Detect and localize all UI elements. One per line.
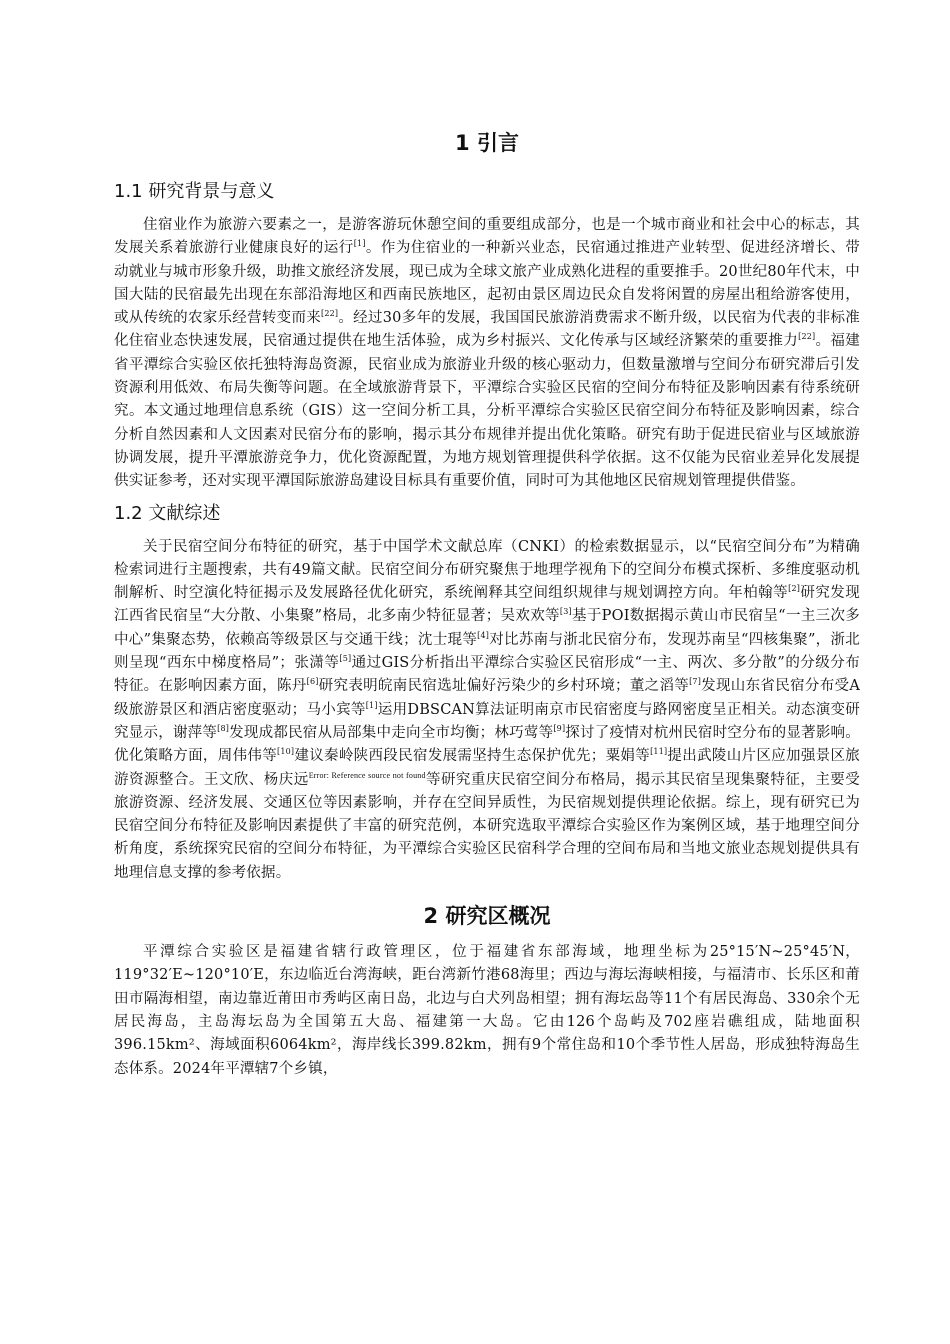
citation-ref[interactable]: [11] — [650, 747, 668, 757]
citation-ref[interactable]: [1] — [365, 700, 378, 710]
text-run: 住宿业作为旅游六要素之一，是游客游玩休憩空间的重要组成部分，也是一个城市商业和社会中心的标志，其发展关系着旅游行业健康良好的运行 — [114, 217, 860, 257]
citation-ref[interactable]: [4] — [477, 630, 490, 640]
citation-ref[interactable]: [5] — [339, 654, 352, 664]
citation-ref[interactable]: [9] — [553, 724, 566, 734]
text-run: 探讨了疫情对杭州民宿时空分布的显著影响。优化策略方面，周伟伟等 — [114, 724, 860, 765]
citation-ref[interactable]: [2] — [788, 584, 801, 594]
citation-ref[interactable]: [7] — [689, 677, 702, 687]
citation-ref[interactable]: [6] — [306, 677, 319, 687]
text-run: 等研究重庆民宿空间分布格局，揭示其民宿呈现集聚特征，主要受旅游资源、经济发展、交通区位等因素影响，并存在空间异质性，为民宿规划提供理论依据。综上，现有研究已为民宿空间分布特征及影响因素提供了丰富的研究范例，本研究选取平潭综合实验区作为案例区域，基于地理空间分析角度，系统探究民宿的空间分布特征，为平潭综合实验区民宿科学合理的空间布局和当地文旅业态规划提供具有地理信息支撑的参考依据。 — [114, 771, 860, 881]
paragraph-study-area — [114, 941, 860, 1081]
text-run: 。作为住宿业的一种新兴业态，民宿通过推进产业转型、促进经济增长、带动就业与城市形象升级，助推文旅经济发展，现已成为全球文旅产业成熟化进程的重要推手。20世纪80年代末，中国大陆的民宿最先出现在东部沿海地区和西南民族地区，起初由景区周边民众自发将闲置的房屋出租给游客使用，或从传统的农家乐经营转变而来 — [114, 240, 860, 327]
section-1-title: 1 引言 — [455, 131, 519, 155]
text-run: 提出武陵山片区应加强景区旅游资源整合。王文欣、杨庆远 — [114, 748, 860, 788]
text-run: 研究表明皖南民宿选址偏好污染少的乡村环境；董之滔等 — [318, 678, 690, 695]
text-run: 对比苏南与浙北民宿分布，发现苏南呈“四核集聚”，浙北则呈现“西东中梯度格局”；张潇等 — [114, 631, 860, 672]
citation-ref[interactable]: [22] — [321, 309, 339, 319]
text-run: 25°15′N~25°45′N，119°32′E~120°10′E，东边临近台湾海峡，距台湾新竹港68海里；西边与海坛海峡相接，与福清市、长乐区和莆田市隔海相望，南边靠近莆田市秀屿区南日岛，北边与白犬列岛相望；拥有海坛岛等11个有居民海岛、330余个无居民海岛，主岛海坛岛为全国第五大岛、福建第一大岛。它由126个岛屿及702座岩礁组成，陆地面积396.15km²、海域面积6064km²，海岸线长399.82km，拥有9个常住岛和10个季节性人居岛，形成独特海岛生态体系。2024年平潭辖7个乡镇， — [114, 944, 861, 1077]
citation-error: Error: Reference source not found — [308, 770, 426, 780]
citation-ref[interactable]: [1] — [353, 239, 366, 249]
text-run: 平潭综合实验区是福建省辖行政管理区，位于福建省东部海域，地理坐标为 — [143, 944, 710, 961]
text-run: 建议秦岭陕西段民宿发展需坚持生态保护优先；粟娟等 — [294, 748, 651, 765]
text-run: 。经过30多年的发展，我国国民旅游消费需求不断升级，以民宿为代表的非标准化住宿业态快速发展，民宿通过提供在地生活体验，成为乡村振兴、文化传承与区域经济繁荣的重要推力 — [114, 310, 860, 350]
paragraph-literature-review — [114, 536, 860, 885]
text-run: 运用DBSCAN算法证明南京市民宿密度与路网密度呈正相关。动态演变研究显示，谢萍等 — [114, 701, 861, 741]
text-run: 发现山东省民宿分布受A级旅游景区和酒店密度驱动；马小宾等 — [114, 678, 861, 718]
text-run: 基于POI数据揭示黄山市民宿呈“一主三次多中心”集聚态势，依赖高等级景区与交通干线；沈士琨等 — [114, 608, 861, 648]
section-2-title: 2 研究区概况 — [423, 904, 551, 929]
text-run: 。福建省平潭综合实验区依托独特海岛资源，民宿业成为旅游业升级的核心驱动力，但数量激增与空间分布研究滞后引发资源利用低效、布局失衡等问题。在全域旅游背景下，平潭综合实验区民宿的空间分布特征及影响因素有待系统研究。本文通过地理信息系统（GIS）这一空间分析工具，分析平潭综合实验区民宿空间分布特征及影响因素，综合分析自然因素和人文因素对民宿分布的影响，揭示其分布规律并提出优化策略。研究有助于促进民宿业与区域旅游协调发展，提升平潭旅游竞争力，优化资源配置，为地方规划管理提供科学依据。这不仅能为民宿业差异化发展提供实证参考，还对实现平潭国际旅游岛建设目标具有重要价值，同时可为其他地区民宿规划管理提供借鉴。 — [114, 333, 860, 490]
text-run: 发现成都民宿从局部集中走向全市均衡；林巧莺等 — [229, 724, 554, 741]
text-run: 关于民宿空间分布特征的研究，基于中国学术文献总库（CNKI）的检索数据显示，以“民宿空间分布”为精确检索词进行主题搜索，共有49篇文献。民宿空间分布研究聚焦于地理学视角下的空间分布模式探析、多维度驱动机制解析、时空演化特征揭示及发展路径优化研究，系统阐释其空间组织规律与规划调控方向。年柏翰等 — [114, 538, 860, 602]
paragraph-background — [114, 214, 860, 494]
text-run: 研究发现江西省民宿呈“大分散、小集聚”格局，北多南少特征显著；吴欢欢等 — [114, 585, 860, 625]
text-run: 通过GIS分析指出平潭综合实验区民宿形成“一主、两次、多分散”的分级分布特征。在影响因素方面，陈丹 — [114, 655, 860, 695]
subsection-1-2-title: 1.2 文献综述 — [114, 502, 221, 524]
citation-ref[interactable]: [8] — [217, 724, 230, 734]
citation-ref[interactable]: [10] — [277, 747, 295, 757]
citation-ref[interactable]: [22] — [798, 332, 816, 342]
citation-ref[interactable]: [3] — [559, 607, 572, 617]
subsection-1-1-title: 1.1 研究背景与意义 — [114, 181, 275, 202]
